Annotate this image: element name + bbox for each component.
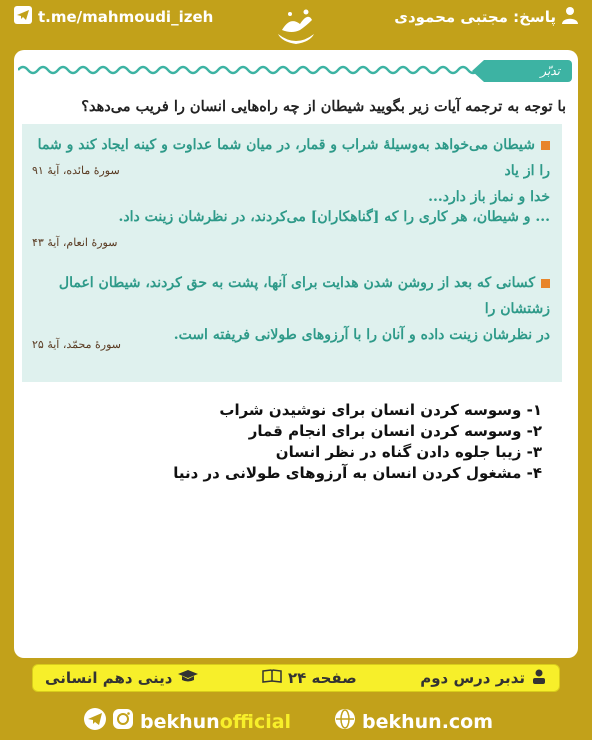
verse-3 <box>32 270 550 351</box>
telegram-handle: t.me/mahmoudi_izeh <box>38 8 214 26</box>
bullet-square-icon <box>541 141 550 150</box>
top-bar <box>0 0 592 40</box>
author-credit <box>394 6 578 28</box>
author-name: پاسخ: مجتبی محمودی <box>394 8 556 26</box>
website-url: bekhun.com <box>362 710 494 733</box>
social-handle[interactable] <box>84 708 291 735</box>
verses-box <box>22 124 562 382</box>
verse-3-line2: در نظرشان زینت داده و آنان را با آرزوهای طولانی فریفته است. <box>173 327 550 343</box>
social-prefix: bekhun <box>140 710 220 733</box>
page-label: صفحه ۲۴ <box>287 669 357 687</box>
page-item <box>262 669 357 687</box>
content-card <box>14 50 578 658</box>
verse-2 <box>32 204 550 249</box>
verse-3-ref: سورهٔ محمّد، آیهٔ ۲۵ <box>32 338 121 351</box>
book-icon <box>262 669 282 687</box>
user-icon <box>562 6 578 28</box>
question-text: با توجه به ترجمه آیات زیر بگویید شیطان از چه راه‌هایی انسان را فریب می‌دهد؟ <box>81 98 566 115</box>
social-suffix: official <box>219 710 292 733</box>
website-link[interactable] <box>334 708 493 735</box>
book-label: دینی دهم انسانی <box>45 669 173 687</box>
answer-4: ۴- مشغول کردن انسان به آرزوهای طولانی در دنیا <box>173 464 542 482</box>
verse-1-line1: شیطان می‌خواهد به‌وسیلهٔ شراب و قمار، در میان شما عداوت و کینه ایجاد کند و شما را از یاد <box>37 137 550 179</box>
answer-2: ۲- وسوسه کردن انسان برای انجام قمار <box>248 422 542 440</box>
social-bar <box>0 700 592 740</box>
instagram-icon <box>112 708 134 735</box>
lesson-label: تدبر درس دوم <box>420 669 525 687</box>
verse-3-line1: کسانی که بعد از روشن شدن هدایت برای آنها، پشت به حق کردند، شیطان اعمال زشتشان را <box>58 275 550 317</box>
verse-1-line2: خدا و نماز باز دارد... <box>428 189 550 205</box>
answer-1: ۱- وسوسه کردن انسان برای نوشیدن شراب <box>219 401 542 419</box>
globe-icon <box>334 708 356 735</box>
student-icon <box>531 668 547 688</box>
answer-3: ۳- زیبا جلوه دادن گناه در نظر انسان <box>275 443 542 461</box>
wave-border <box>18 64 498 76</box>
verse-1-ref: سورهٔ مائده، آیهٔ ۹۱ <box>32 164 120 177</box>
verse-2-line1: ... و شیطان، هر کاری را که [گناهکاران] می‌کردند، در نظرشان زینت داد. <box>118 209 550 225</box>
telegram-link[interactable] <box>14 6 213 28</box>
answers-list <box>14 400 542 484</box>
telegram-icon <box>14 6 32 28</box>
verse-1 <box>32 132 550 210</box>
bullet-square-icon <box>541 279 550 288</box>
book-item <box>45 668 198 688</box>
graduation-cap-icon <box>178 668 198 688</box>
bekhun-logo <box>270 4 322 50</box>
telegram-icon <box>84 708 106 735</box>
lesson-item <box>420 668 547 688</box>
section-tag: تدبّر <box>484 60 572 82</box>
lesson-bar <box>32 664 560 692</box>
verse-2-ref: سورهٔ انعام، آیهٔ ۴۳ <box>32 236 118 249</box>
